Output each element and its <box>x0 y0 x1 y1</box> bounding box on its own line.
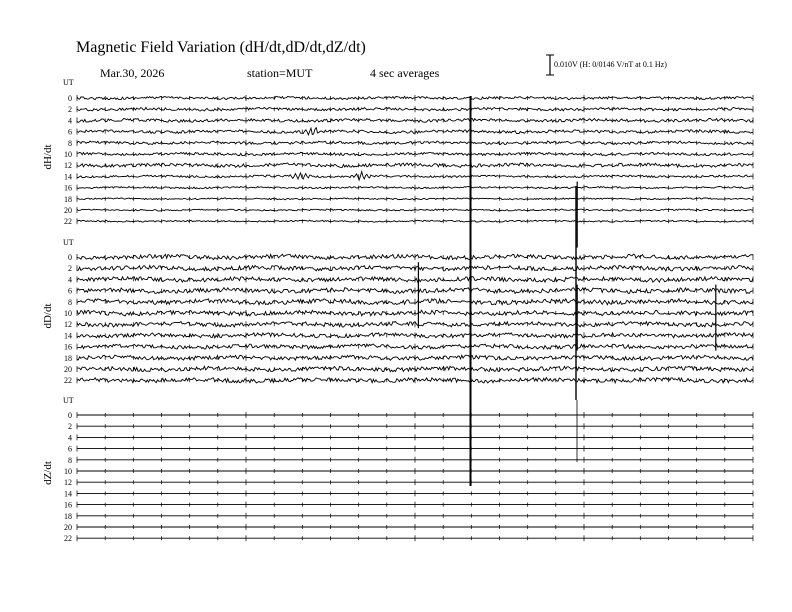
tick-label: 16 <box>64 342 72 352</box>
axis-title-ut: UT <box>63 396 74 405</box>
tick-label: 22 <box>64 534 72 544</box>
tick-label: 10 <box>64 467 72 476</box>
tick-label: 12 <box>64 478 72 488</box>
tick-label: 20 <box>64 206 72 215</box>
tick-label: 8 <box>68 455 72 465</box>
tick-label: 14 <box>64 331 72 341</box>
panel-ylabel: dZ/dt <box>42 461 54 485</box>
tick-label: 18 <box>64 353 72 363</box>
tick-label: 4 <box>68 116 72 126</box>
tick-label: 12 <box>64 320 72 330</box>
tick-label: 0 <box>68 411 72 420</box>
panel-ylabel: dD/dt <box>42 303 54 329</box>
tick-label: 16 <box>64 500 72 510</box>
scale-label: 0.010V (H: 0/0146 V/nT at 0.1 Hz) <box>554 60 667 69</box>
tick-label: 6 <box>68 127 72 137</box>
tick-label: 20 <box>64 523 72 532</box>
tick-label: 18 <box>64 194 72 204</box>
tick-label: 10 <box>64 150 72 159</box>
panel-ylabel: dH/dt <box>42 144 54 170</box>
tick-label: 8 <box>68 138 72 148</box>
date-label: Mar.30, 2026 <box>100 66 165 80</box>
tick-label: 14 <box>64 172 72 182</box>
tick-label: 14 <box>64 489 72 499</box>
tick-label: 2 <box>68 264 72 274</box>
tick-label: 20 <box>64 365 72 374</box>
chart-title: Magnetic Field Variation (dH/dt,dD/dt,dZ/dt) <box>76 39 366 56</box>
tick-label: 4 <box>68 275 72 285</box>
tick-label: 22 <box>64 217 72 227</box>
station-label: station=MUT <box>247 66 313 80</box>
axis-title-ut: UT <box>63 238 74 247</box>
tick-label: 22 <box>64 376 72 386</box>
tick-label: 6 <box>68 286 72 296</box>
tick-label: 16 <box>64 183 72 193</box>
averaging-label: 4 sec averages <box>370 66 440 80</box>
tick-label: 8 <box>68 297 72 307</box>
tick-label: 2 <box>68 105 72 115</box>
axis-title-ut: UT <box>63 78 74 87</box>
tick-label: 2 <box>68 422 72 432</box>
tick-label: 4 <box>68 433 72 443</box>
tick-label: 10 <box>64 309 72 318</box>
tick-label: 0 <box>68 94 72 103</box>
tick-label: 12 <box>64 161 72 171</box>
tick-label: 0 <box>68 253 72 262</box>
tick-label: 18 <box>64 511 72 521</box>
tick-label: 6 <box>68 444 72 454</box>
